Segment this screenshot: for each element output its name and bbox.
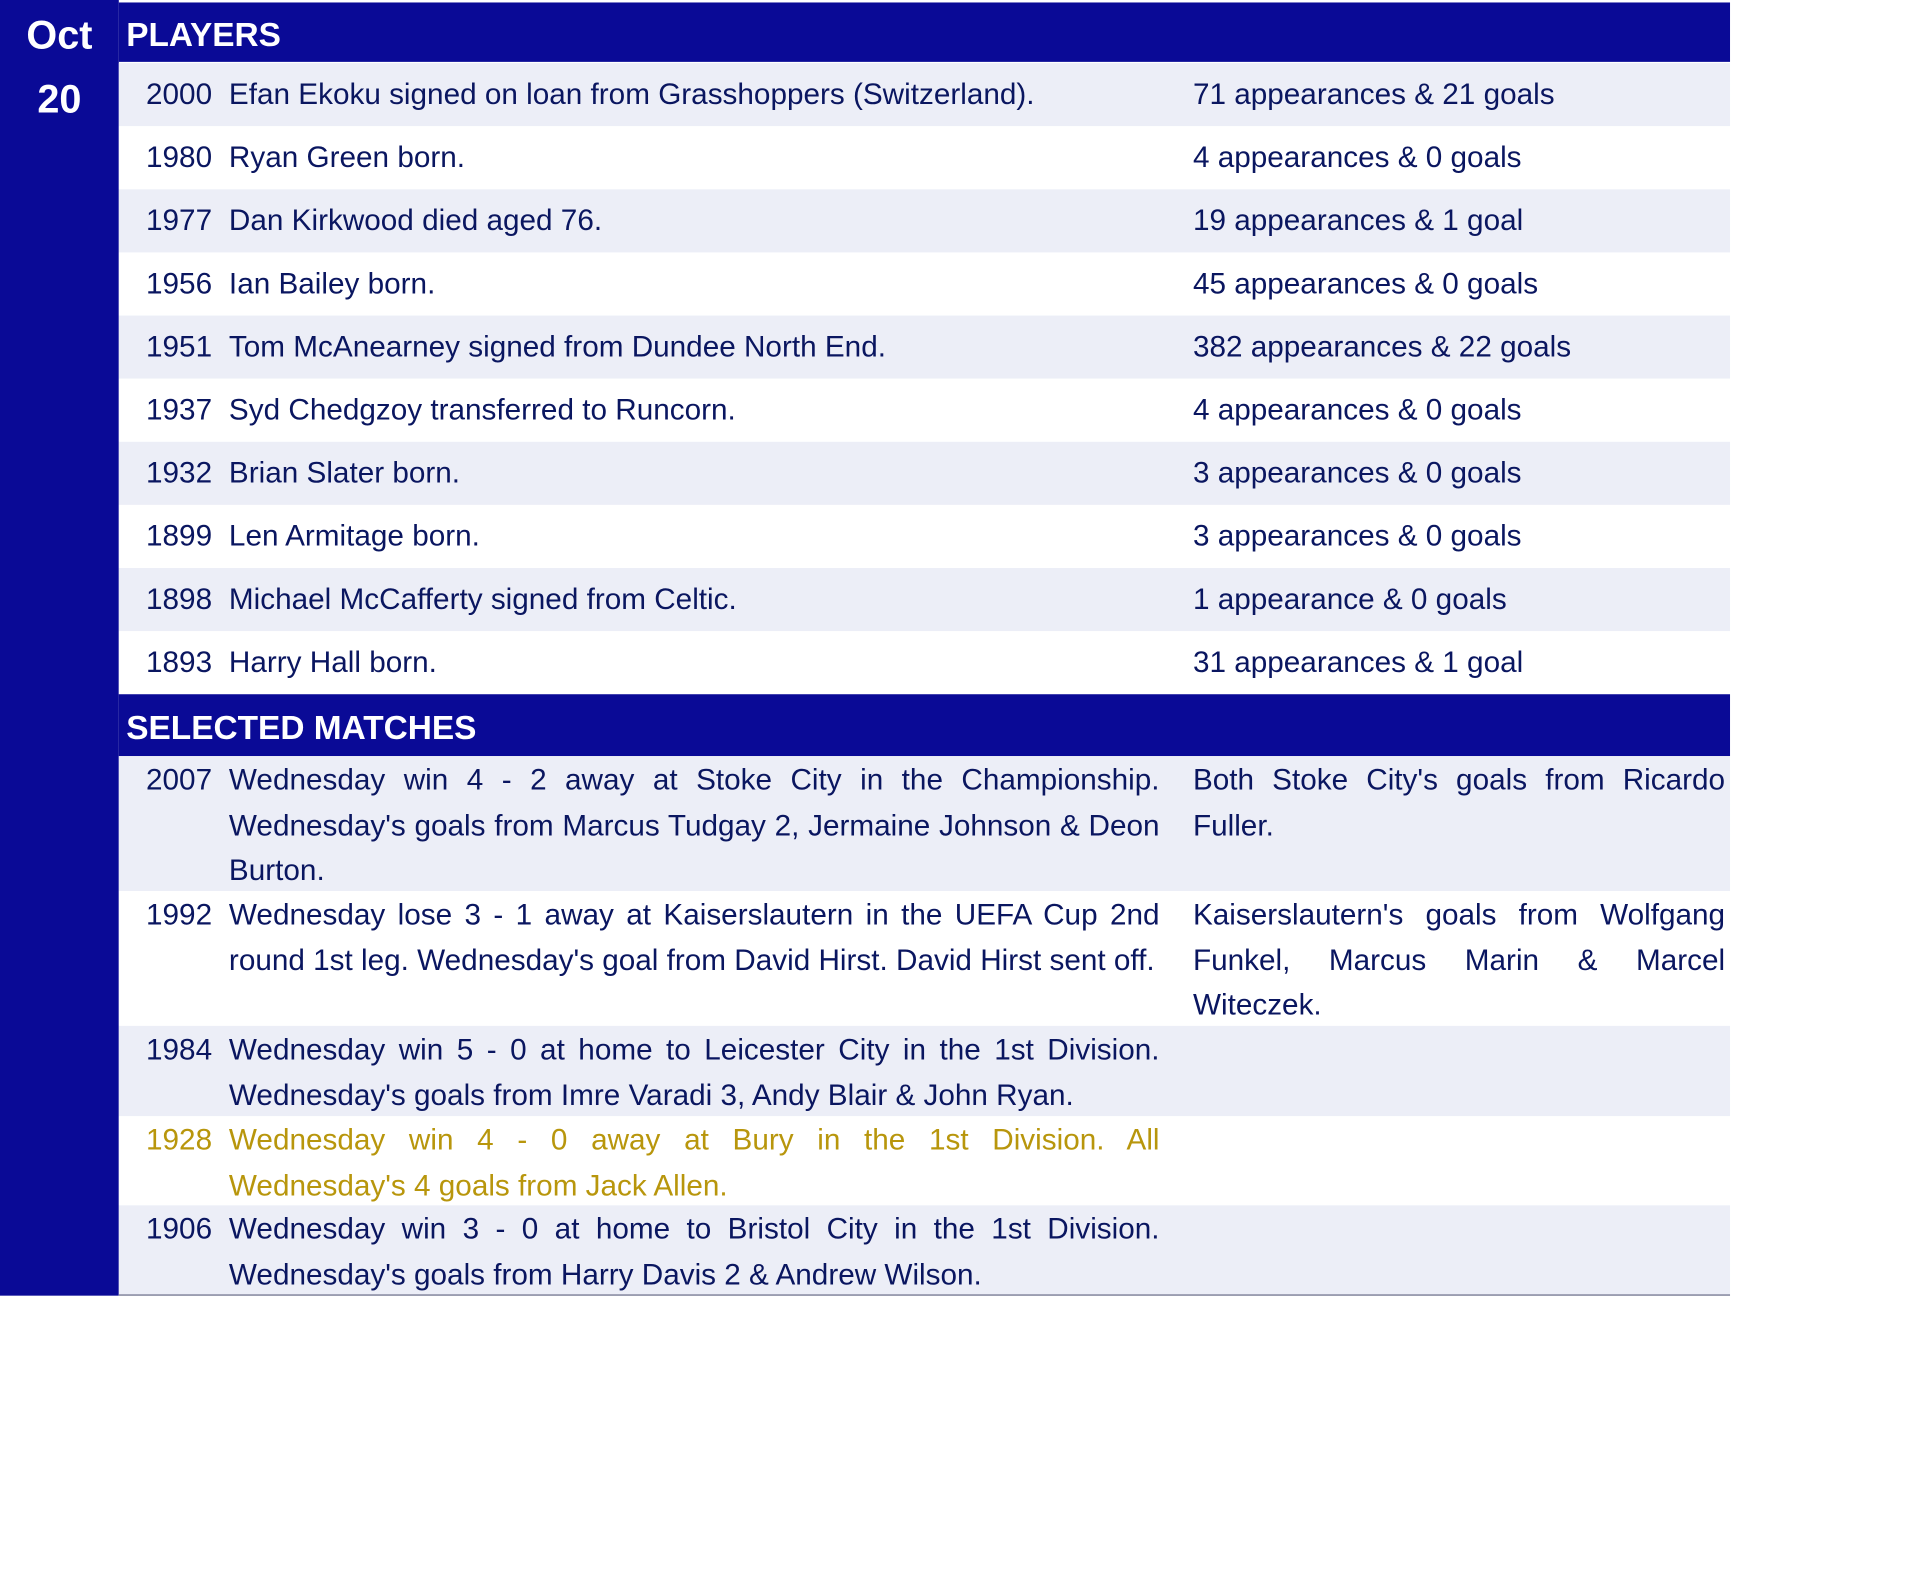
match-opponent-note: Kaiserslautern's goals from Wolfgang Funkel, Marcus Marin & Marcel Witeczek. xyxy=(1192,898,1726,1023)
match-year: 1984 xyxy=(146,1033,213,1067)
player-stat: 3 appearances & 0 goals xyxy=(1192,519,1522,554)
player-row xyxy=(119,252,1730,315)
player-stat: 4 appearances & 0 goals xyxy=(1192,141,1522,175)
player-event: Len Armitage born. xyxy=(228,519,480,554)
match-opponent-note: Both Stoke City's goals from Ricardo Fuller. xyxy=(1192,763,1726,843)
player-year: 1898 xyxy=(146,582,213,617)
match-year: 1906 xyxy=(146,1212,213,1247)
player-stat: 4 appearances & 0 goals xyxy=(1192,393,1522,427)
player-stat: 382 appearances & 22 goals xyxy=(1192,330,1572,364)
player-year: 1899 xyxy=(146,519,213,554)
player-event: Ryan Green born. xyxy=(228,141,466,175)
player-row xyxy=(119,631,1730,694)
player-row xyxy=(119,126,1730,189)
date-column xyxy=(0,0,119,1296)
player-row xyxy=(119,189,1730,252)
match-summary: Wednesday win 4 - 2 away at Stoke City in the Championship. Wednesday's goals from Marcus Tudgay 2, Jermaine Johnson & Deon Burton. xyxy=(228,763,1160,888)
match-row xyxy=(119,1026,1730,1116)
player-row xyxy=(119,63,1730,126)
player-year: 1956 xyxy=(146,267,213,301)
match-row xyxy=(119,891,1730,1026)
player-row xyxy=(119,316,1730,379)
player-row xyxy=(119,379,1730,442)
player-event: Ian Bailey born. xyxy=(228,267,436,301)
player-row xyxy=(119,442,1730,505)
match-row-highlighted xyxy=(119,1116,1730,1205)
player-event: Syd Chedgzoy transferred to Runcorn. xyxy=(228,393,736,427)
table-bottom-border xyxy=(119,1294,1730,1295)
player-year: 1951 xyxy=(146,330,213,364)
match-year: 1992 xyxy=(146,898,213,932)
match-year: 2007 xyxy=(146,763,213,797)
player-year: 2000 xyxy=(146,77,213,112)
player-row xyxy=(119,568,1730,631)
player-event: Brian Slater born. xyxy=(228,456,461,491)
match-summary: Wednesday win 5 - 0 at home to Leicester City in the 1st Division. Wednesday's goals from Imre Varadi 3, Andy Blair & John Ryan. xyxy=(228,1033,1160,1112)
player-event: Michael McCafferty signed from Celtic. xyxy=(228,582,737,617)
match-row xyxy=(119,756,1730,891)
player-year: 1937 xyxy=(146,393,213,427)
player-stat: 31 appearances & 1 goal xyxy=(1192,645,1524,680)
match-summary: Wednesday lose 3 - 1 away at Kaiserslautern in the UEFA Cup 2nd round 1st leg. Wednesday's goal from David Hirst. David Hirst sent off. xyxy=(228,898,1160,978)
player-year: 1980 xyxy=(146,141,213,175)
player-stat: 3 appearances & 0 goals xyxy=(1192,456,1522,491)
player-stat: 71 appearances & 21 goals xyxy=(1192,77,1555,112)
player-event: Tom McAnearney signed from Dundee North End. xyxy=(228,330,886,364)
match-summary: Wednesday win 3 - 0 at home to Bristol City in the 1st Division. Wednesday's goals from Harry Davis 2 & Andrew Wilson. xyxy=(228,1212,1160,1292)
date-day: 20 xyxy=(37,76,82,122)
player-stat: 1 appearance & 0 goals xyxy=(1192,582,1507,617)
players-heading: PLAYERS xyxy=(119,2,1730,61)
date-month: Oct xyxy=(26,12,93,57)
match-row xyxy=(119,1205,1730,1295)
player-stat: 45 appearances & 0 goals xyxy=(1192,267,1539,301)
matches-heading: SELECTED MATCHES xyxy=(119,694,1730,756)
player-event: Efan Ekoku signed on loan from Grasshoppers (Switzerland). xyxy=(228,77,1035,112)
player-stat: 19 appearances & 1 goal xyxy=(1192,204,1524,238)
player-year: 1893 xyxy=(146,645,213,680)
match-year: 1928 xyxy=(146,1123,213,1158)
player-event: Dan Kirkwood died aged 76. xyxy=(228,204,603,238)
player-event: Harry Hall born. xyxy=(228,645,437,680)
player-year: 1932 xyxy=(146,456,213,491)
player-year: 1977 xyxy=(146,204,213,238)
player-row xyxy=(119,505,1730,568)
match-summary: Wednesday win 4 - 0 away at Bury in the 1st Division. All Wednesday's 4 goals from Jack Allen. xyxy=(228,1123,1160,1203)
